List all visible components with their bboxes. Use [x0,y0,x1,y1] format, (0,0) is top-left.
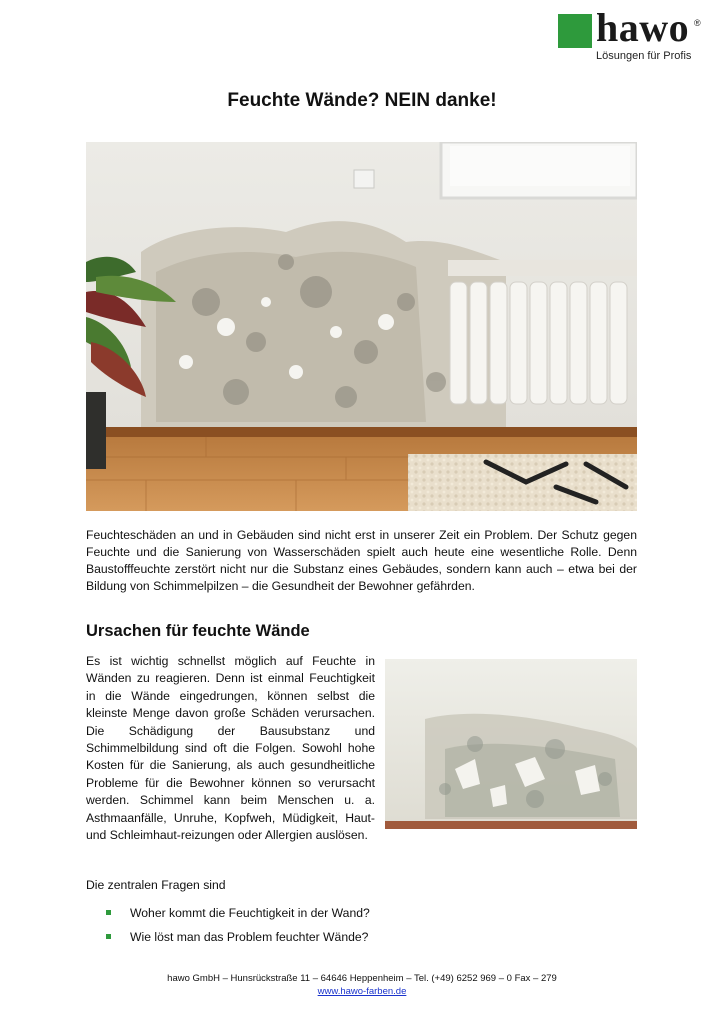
footer-address: hawo GmbH – Hunsrückstraße 11 – 64646 Heppenheim – Tel. (+49) 6252 969 – 0 Fax – 279 [167,973,557,984]
intro-paragraph: Feuchteschäden an und in Gebäuden sind nicht erst in unserer Zeit ein Problem. Der Schutz gegen Feuchte und die Sanierung von Wasserschäden spielt auch heute eine wesentliche Rolle. Denn Baustofffeuchte zerstört nicht nur die Substanz eines Gebäudes, sondern kann auch – etwa bei der Bildung von Schimmelpilzen – die Gesundheit der Bewohner gefährden. [86,528,637,593]
list-item [104,929,370,946]
page-title: Feuchte Wände? NEIN danke! [227,90,497,111]
questions-lead: Die zentralen Fragen sind [86,878,226,892]
logo-registered-mark: ® [694,18,701,28]
green-bullet-icon [106,910,111,915]
photo-peeling-wall [385,659,637,829]
green-bullet-icon [106,934,111,939]
page-footer [0,972,724,998]
section-heading: Ursachen für feuchte Wände [86,622,310,640]
question-text: Woher kommt die Feuchtigkeit in der Wand? [130,906,370,920]
logo-tagline: Lösungen für Profis [596,50,692,62]
questions-list [104,905,370,953]
logo-green-square [558,14,592,48]
causes-paragraph: Es ist wichtig schnellst möglich auf Feuchte in Wänden zu reagieren. Denn ist einmal Feuchtigkeit in die Wände eingedrungen, können selbst die kleinste Menge davon große Schäden verursachen. Die Schädigung der Bausubstanz und Schimmelbildung sind oft die Folgen. Sowohl hohe Kosten für die Sanierung, als auch gesundheitliche Probleme für die Bewohner können so verursacht werden. Schimmel kann beim Menschen u. a. Asthmaanfälle, Unruhe, Kopfweh, Müdigkeit, Haut- und Schleimhaut-reizungen oder Allergien auslösen. [86,654,375,843]
logo-wordmark: hawo [596,5,690,50]
list-item [104,905,370,922]
hawo-logo [558,5,704,64]
hero-photo-damp-wall-room [86,142,637,511]
question-text: Wie löst man das Problem feuchter Wände? [130,930,369,944]
footer-website-link[interactable]: www.hawo-farben.de [317,986,407,997]
